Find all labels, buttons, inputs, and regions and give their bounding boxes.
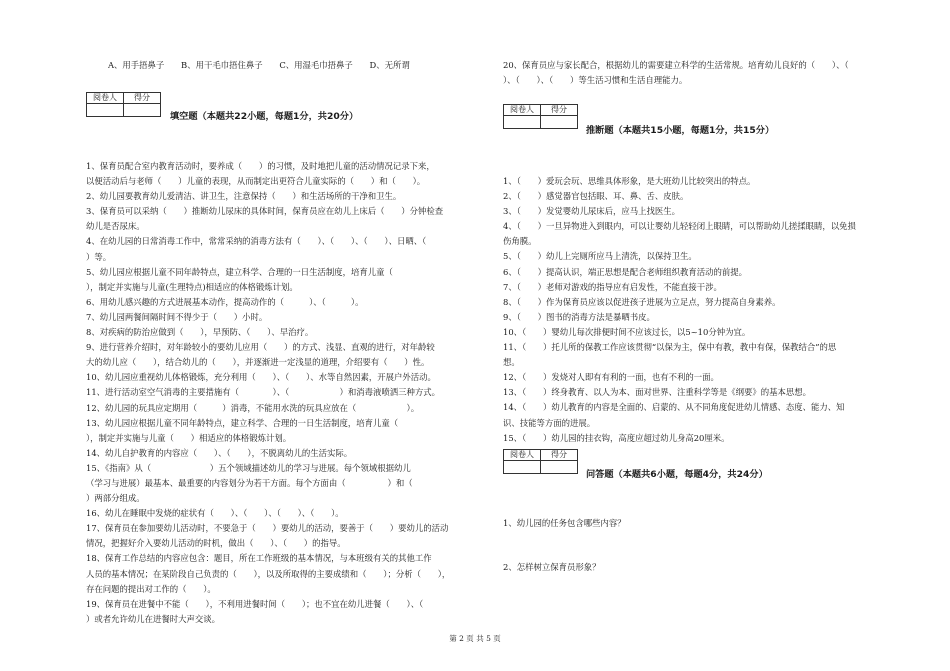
fill-question-line: 1、保育员配合室内教育活动时，要养成（ ）的习惯，及时地把儿童的活动情况记录下来， [86,161,435,171]
score-box-judge [503,104,578,129]
fill-question-line: 20、保育员应与家长配合，根据幼儿的需要建立科学的生活常规。培育幼儿良好的（ ）、（ [503,60,858,70]
judge-question-line: 3、（ ）发觉婴幼儿尿床后，应马上找医生。 [503,206,681,217]
fill-question-line: 10、幼儿园应重视幼儿体格锻炼，充分利用（ ）、（ ）、水等自然因素，开展户外活动。 [86,372,436,383]
judge-question-line: 9、（ ）图书的消毒方法是暴晒书皮。 [503,311,655,322]
fill-question-line: 15、《指南》从（ ）五个领域描述幼儿的学习与进展。每个领域根据幼儿 [86,462,411,473]
score-box-reviewer-cell [504,461,541,474]
judge-question-line: 15、（ ）幼儿园的挂衣钩，高度应超过幼儿身高20厘米。 [503,432,730,443]
fill-question-line: 4、在幼儿园的日常消毒工作中，常常采纳的消毒方法有（ ）、（ ）、（ ）、日晒、（ [86,236,444,247]
fill-question-line: 17、保育员在参加要幼儿活动时，不要急于（ ）要幼儿的活动，要善于（ ）要幼儿的活动 [86,523,449,534]
fill-question-line: 以便活动后与老师（ ）儿童的表现，从而制定出更符合儿童实际的（ ）和（ ）。 [86,176,426,187]
judge-question-line: 1、（ ）爱玩会玩、思维具体形象，是大班幼儿比较突出的特点。 [503,176,756,186]
fill-question-line: 9、进行营养介绍时，对年龄较小的要幼儿应用（ ）的方式、浅显、直观的进行，对年龄较 [86,342,435,353]
fill-question-line: 14、幼儿自护教育的内容应（ ）、（ ），不脱离幼儿的生活实际。 [86,447,353,458]
score-box-reviewer-label: 阅卷人 [87,93,124,104]
judge-questions [503,174,865,446]
score-box-score-label: 得分 [124,93,161,104]
score-box-qa [503,449,578,474]
score-box-reviewer-cell [87,104,124,117]
fill-question-line: 情况，把握好介入要幼儿活动的时机，做出（ ）、（ ）的指导。 [86,538,346,549]
fill-question-line: ）、（ ）、（ ）等生活习惯和生活自理能力。 [503,75,688,86]
judge-question-line: 5、（ ）幼儿上完厕所应马上清洗，以保持卫生。 [503,251,697,262]
score-box-reviewer-label: 阅卷人 [504,105,541,116]
fill-question-line: 5、幼儿园应根据儿童不同年龄特点，建立科学、合理的一日生活制度，培育儿童（ [86,266,410,277]
fill-question-line: 18、保育工作总结的内容应包含：题目，所在工作班级的基本情况，与本班级有关的其他工作 [86,553,432,564]
fill-question-line: 人员的基本情况；在某阶段自己负责的（ ），以及所取得的主要成绩和（ ）；分析（ ）， [86,568,451,579]
fill-question-line: 11、进行活动室空气消毒的主要措施有（ ）、（ ）和消毒液喷洒三种方式。 [86,387,441,398]
judge-question-line: 伤角膜。 [503,236,537,247]
fill-question-line: ）等。 [86,251,112,262]
score-box-score-label: 得分 [541,105,578,116]
fill-section-title: 填空题（本题共22小题，每题1分，共20分） [170,111,359,122]
right-top-question [503,58,865,88]
fill-question-line: ），制定并实施与儿童(生理特点)相适应的体格锻炼计划。 [86,281,298,292]
fill-question-line: 3、保育员可以采纳（ ）推断幼儿尿床的具体时间，保育员应在幼儿上床后（ ）分钟检查 [86,206,444,217]
judge-section-title: 推断题（本题共15小题，每题1分，共15分） [586,125,775,136]
judge-question-line: 2、（ ）感觉器官包括眼、耳、鼻、舌、皮肤。 [503,191,689,202]
fill-question-line: 2、幼儿园要教育幼儿爱清洁、讲卫生，注意保持（ ）和生活场所的干净和卫生。 [86,191,402,202]
score-box-reviewer-cell [504,116,541,129]
fill-question-line: （学习与进展）最基本、最重要的内容划分为若干方面。每个方面由（ ）和（ [86,477,438,488]
fill-question-line: 存在问题的提出对工作的（ ）。 [86,583,216,594]
judge-question-line: 11、（ ）托儿所的保教工作应该贯彻“以保为主，保中有教，教中有保，保教结合”的思 [503,342,837,353]
left-top-options: A、用手捂鼻子 B、用干毛巾捂住鼻子 C、用湿毛巾捂鼻子 D、无所谓 [108,60,410,70]
judge-question-line: 4、（ ）一旦异物进入到眼内，可以让婴幼儿轻轻闭上眼睛，可以帮助幼儿搓揉眼睛，以免损 [503,221,856,232]
fill-question-line: ）两部分组成。 [86,493,145,504]
fill-question-line: 16、幼儿在睡眠中发烧的症状有（ ）、（ ）、（ ）、（ ）。 [86,508,344,519]
judge-question-line: 7、（ ）老师对游戏的指导应有启发性，不能直接干涉。 [503,281,722,292]
fill-question-line: 19、保育员在进餐中不能（ ），不利用进餐时间（ ）；也不宜在幼儿进餐（ ）、（ [86,598,440,609]
score-box-fill [86,92,161,117]
judge-question-line: 8、（ ）作为保育员应该以促进孩子进展为立足点，努力提高自身素养。 [503,296,781,307]
qa-question-1: 1、幼儿园的任务包含哪些内容？ [503,518,626,528]
fill-question-line: 12、幼儿园的玩具应定期用（ ）消毒，不能用水洗的玩具应放在（ ）。 [86,402,420,413]
score-box-score-label: 得分 [541,450,578,461]
score-box-score-cell [541,116,578,129]
judge-question-line: 13、（ ）终身教育、以人为本、面对世界、注重科学等是《纲要》的基本思想。 [503,387,811,398]
score-box-score-cell [124,104,161,117]
fill-question-line: ）或者允许幼儿在进餐时大声交谈。 [86,613,220,624]
judge-question-line: 12、（ ）发烧对人即有有利的一面，也有不利的一面。 [503,372,719,383]
judge-question-line: 10、（ ）婴幼儿每次排便时间不应该过长，以5~10分钟为宜。 [503,326,751,337]
score-box-reviewer-label: 阅卷人 [504,450,541,461]
fill-question-line: ），制定并实施与儿童（ ）相适应的体格锻炼计划。 [86,432,292,443]
judge-question-line: 6、（ ）提高认识，端正思想是配合老师组织教育活动的前提。 [503,266,748,277]
fill-question-line: 大的幼儿应（ ），结合幼儿的（ ），并逐渐进一定浅显的道理，介绍要有（ ）性。 [86,357,430,368]
qa-question-2: 2、怎样树立保育员形象？ [503,562,601,572]
fill-questions [86,159,468,627]
score-box-score-cell [541,461,578,474]
fill-question-line: 6、用幼儿感兴趣的方式进展基本动作，提高动作的（ ）、（ ）。 [86,296,364,307]
judge-question-line: 识、技能等方面的进展。 [503,417,596,428]
judge-question-line: 想。 [503,357,520,368]
fill-question-line: 13、幼儿园应根据儿童不同年龄特点，建立科学、合理的一日生活制度，培育儿童（ [86,417,415,428]
qa-section-title: 问答题（本题共6小题，每题4分，共24分） [586,469,768,480]
judge-question-line: 14、（ ）幼儿教育的内容是全面的、启蒙的、从不同角度促进幼儿情感、态度、能力、知 [503,402,845,413]
fill-question-line: 8、对疾病的防治应做到（ ），早预防、（ ）、早治疗。 [86,327,314,338]
fill-question-line: 7、幼儿园两餐间隔时间不得少于（ ）小时。 [86,311,268,322]
fill-question-line: 幼儿是否尿床。 [86,221,145,232]
page-footer: 第 2 页 共 5 页 [449,634,501,643]
